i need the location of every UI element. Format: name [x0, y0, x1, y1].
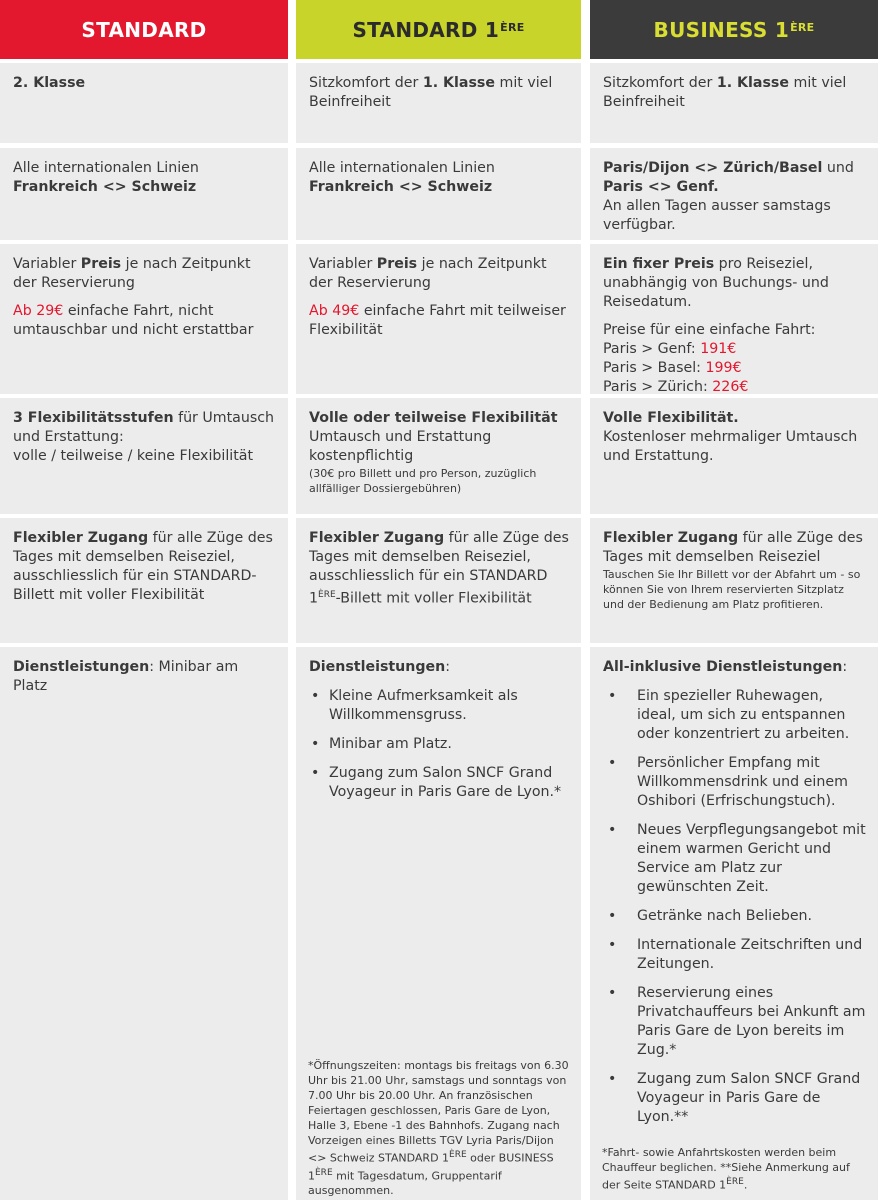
routes-text	[13, 159, 276, 197]
access-text: Flexibler Zugang für alle Züge des Tages mit demselben Reiseziel, ausschliesslich für ein STANDARD-Billett mit voller Flexibilität	[13, 530, 273, 603]
price-offer: Ab 49€ einfache Fahrt mit teilweiser Flexibilität	[309, 303, 566, 338]
routes-text: Alle internationalen Linien Frankreich <> Schweiz	[309, 160, 495, 195]
routes-cell	[590, 148, 878, 240]
price-offer: Ab 29€ einfache Fahrt, nicht umtauschbar und nicht erstattbar	[13, 303, 254, 338]
comfort-cell	[590, 63, 878, 143]
flexibility-title: Volle oder teilweise Flexibilität	[309, 410, 558, 426]
services-title: All-inklusive Dienstleistungen:	[603, 659, 848, 675]
header-title: STANDARD	[81, 17, 207, 42]
list-item: • Zugang zum Salon SNCF Grand Voyageur in Paris Gare de Lyon.**	[603, 1070, 866, 1127]
list-item: • Zugang zum Salon SNCF Grand Voyageur in Paris Gare de Lyon.*	[309, 764, 569, 802]
access-text: Flexibler Zugang für alle Züge des Tages mit demselben Reiseziel	[603, 530, 863, 565]
flexibility-cell	[590, 398, 878, 514]
header-standard-1ere	[296, 0, 581, 59]
price-cell	[590, 244, 878, 394]
access-cell	[590, 518, 878, 643]
access-cell	[0, 518, 288, 643]
price-list: Preise für eine einfache Fahrt: Paris > Genf: 191€ Paris > Basel: 199€ Paris > Zürich: 226€	[603, 322, 816, 395]
price-zurich: 226€	[712, 379, 749, 395]
list-item: • Ein spezieller Ruhewagen, ideal, um sich zu entspannen oder konzentriert zu arbeiten.	[603, 687, 866, 744]
services-list	[603, 687, 866, 1127]
header-sup: ÈRE	[500, 21, 525, 34]
routes-text: Paris/Dijon <> Zürich/Basel und Paris <> Genf. An allen Tagen ausser samstags verfügbar.	[603, 160, 854, 233]
price-geneva: 191€	[700, 341, 737, 357]
routes-cell	[296, 148, 581, 240]
price-cell	[0, 244, 288, 394]
price-text: Variabler Preis je nach Zeitpunkt der Reservierung	[13, 256, 251, 291]
header-title: STANDARD 1	[352, 17, 500, 42]
comfort-cell	[296, 63, 581, 143]
routes-countries: Frankreich <> Schweiz	[13, 179, 197, 195]
header-title: BUSINESS 1	[653, 17, 790, 42]
comfort-text	[13, 74, 276, 93]
comfort-text: Sitzkomfort der 1. Klasse mit viel Beinfreiheit	[309, 75, 553, 110]
header-standard	[0, 0, 288, 59]
comfort-text: Sitzkomfort der 1. Klasse mit viel Beinfreiheit	[603, 75, 847, 110]
price-intro: Preise für eine einfache Fahrt:	[603, 322, 816, 338]
list-item: • Reservierung eines Privatchauffeurs bei Ankunft am Paris Gare de Lyon bereits im Zug.*	[603, 984, 866, 1060]
services-cell	[296, 647, 581, 1200]
access-text: Flexibler Zugang für alle Züge des Tages mit demselben Reiseziel, ausschliesslich für ein STANDARD 1ÈRE-Billett mit voller Flexibilität	[309, 530, 569, 607]
price-text: Ein fixer Preis pro Reiseziel, unabhängig von Buchungs- und Reisedatum.	[603, 256, 829, 310]
list-item: • Internationale Zeitschriften und Zeitungen.	[603, 936, 866, 974]
price-from: Ab 49€	[309, 303, 360, 319]
services-title: Dienstleistungen:	[309, 659, 451, 675]
services-footnote: *Fahrt- sowie Anfahrtskosten werden beim Chauffeur beglichen. **Siehe Anmerkung auf der Seite STANDARD 1ÈRE.	[602, 1146, 850, 1192]
services-footnote: *Öffnungszeiten: montags bis freitags von 6.30 Uhr bis 21.00 Uhr, samstags und sonntags von 7.00 Uhr bis 20.00 Uhr. An französischen Feiertagen geschlossen, Paris Gare de Lyon, Halle 3, Ebene -1 des Bahnhofs. Zugang nach Vorzeigen eines Billetts TGV Lyria Paris/Dijon <> Schweiz STANDARD 1ÈRE oder BUSINESS 1ÈRE mit Tagesdatum, Gruppentarif ausgenommen.	[308, 1059, 569, 1198]
comfort-cell	[0, 63, 288, 143]
header-business-1ere	[590, 0, 878, 59]
routes-line: Alle internationalen Linien	[13, 160, 199, 176]
price-basel: 199€	[705, 360, 742, 376]
header-sup: ÈRE	[790, 21, 815, 34]
price-from: Ab 29€	[13, 303, 64, 319]
services-cell	[590, 647, 878, 1200]
list-item: • Neues Verpflegungsangebot mit einem warmen Gericht und Service am Platz zur gewünschten Zeit.	[603, 821, 866, 897]
list-item: • Persönlicher Empfang mit Willkommensdrink und einem Oshibori (Erfrischungstuch).	[603, 754, 866, 811]
flexibility-title: Volle Flexibilität.	[603, 410, 739, 426]
price-cell	[296, 244, 581, 394]
flexibility-cell	[0, 398, 288, 514]
price-text: Variabler Preis je nach Zeitpunkt der Reservierung	[309, 256, 547, 291]
services-list	[309, 687, 569, 802]
flexibility-text: Umtausch und Erstattung kostenpflichtig	[309, 429, 492, 464]
list-item: • Minibar am Platz.	[309, 735, 569, 754]
flexibility-text: Kostenloser mehrmaliger Umtausch und Erstattung.	[603, 429, 858, 464]
flexibility-fee-note: (30€ pro Billett und pro Person, zuzüglich allfälliger Dossiergebühren)	[309, 467, 537, 495]
flexibility-text: 3 Flexibilitätsstufen für Umtausch und Erstattung: volle / teilweise / keine Flexibilität	[13, 410, 275, 464]
list-item: • Kleine Aufmerksamkeit als Willkommensgruss.	[309, 687, 569, 725]
list-item: • Getränke nach Belieben.	[603, 907, 866, 926]
routes-cell	[0, 148, 288, 240]
services-text: Dienstleistungen: Minibar am Platz	[13, 659, 239, 694]
flexibility-cell	[296, 398, 581, 514]
access-cell	[296, 518, 581, 643]
comfort-class: 2. Klasse	[13, 75, 86, 91]
access-note: Tauschen Sie Ihr Billett vor der Abfahrt um - so können Sie von Ihrem reservierten Sitzplatz und der Bedienung am Platz profitieren.	[603, 568, 861, 611]
services-cell	[0, 647, 288, 1200]
